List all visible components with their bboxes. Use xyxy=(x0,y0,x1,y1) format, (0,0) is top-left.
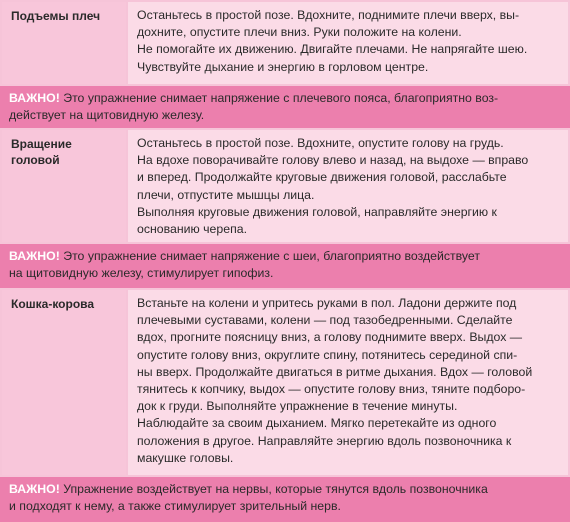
exercise-name xyxy=(2,130,126,242)
description-line: опустите голову вниз, округлите спину, потянитесь серединой спи- xyxy=(137,347,518,362)
exercise-row-head-rotation xyxy=(0,128,570,244)
important-label: ВАЖНО! xyxy=(9,91,60,105)
important-note xyxy=(0,86,570,128)
description-line: На вдохе поворачивайте голову влево и назад, на выдохе — вправо xyxy=(137,153,529,168)
description-line: и вперед. Продолжайте круговые движения головой, расслабьте xyxy=(137,170,507,185)
description-line: Чувствуйте дыхание и энергию в горловом центре. xyxy=(137,59,429,74)
important-text: действует на щитовидную железу. xyxy=(9,108,205,123)
description-line: док к груди. Выполняйте упражнение в течение минуты. xyxy=(137,399,458,414)
important-text: Упражнение воздействует на нервы, которые тянутся вдоль позвоночника xyxy=(59,482,488,496)
exercise-description xyxy=(128,2,568,84)
description-line: Встаньте на колени и упритесь руками в пол. Ладони держите под xyxy=(137,296,517,310)
description-line: вдох, прогните поясницу вниз, а голову поднимите вверх. Выдох — xyxy=(137,330,523,345)
description-line: Не помогайте их движению. Двигайте плечами. Не напрягайте шею. xyxy=(137,42,528,57)
important-text: на щитовидную железу, стимулирует гипофиз. xyxy=(9,266,274,281)
exercise-name: Кошка-корова xyxy=(2,290,126,475)
exercise-row-shoulder-raises xyxy=(0,0,570,86)
description-line: Выполняя круговые движения головой, направляйте энергию к xyxy=(137,204,497,219)
exercise-name-line: Вращение xyxy=(11,137,72,151)
exercise-description xyxy=(128,290,568,475)
description-line: положения в другое. Направляйте энергию вдоль позвоночника к xyxy=(137,433,512,448)
important-text: Это упражнение снимает напряжение с плечевого пояса, благоприятно воз- xyxy=(59,91,499,105)
exercise-name: Подъемы плеч xyxy=(2,2,126,84)
description-line: Останьтесь в простой позе. Вдохните, поднимите плечи вверх, вы- xyxy=(137,8,520,22)
description-line: плечевыми суставами, колени — под тазобедренными. Сделайте xyxy=(137,313,513,328)
important-label: ВАЖНО! xyxy=(9,482,60,496)
important-note xyxy=(0,244,570,288)
description-line: Останьтесь в простой позе. Вдохните, опустите голову на грудь. xyxy=(137,136,504,150)
exercise-row-cat-cow xyxy=(0,288,570,477)
important-text: и подходят к нему, а также стимулирует зрительный нерв. xyxy=(9,499,341,514)
description-line: основанию черепа. xyxy=(137,222,247,237)
description-line: плечи, отпустите мышцы лица. xyxy=(137,187,315,202)
exercise-description xyxy=(128,130,568,242)
important-text: Это упражнение снимает напряжение с шеи, благоприятно воздействует xyxy=(59,249,480,263)
important-label: ВАЖНО! xyxy=(9,249,60,263)
exercise-name-line: головой xyxy=(11,153,60,167)
description-line: Наблюдайте за своим дыханием. Мягко перетекайте из одного xyxy=(137,416,497,431)
description-line: дохните, опустите плечи вниз. Руки положите на колени. xyxy=(137,25,462,40)
description-line: ны вверх. Продолжайте двигаться в ритме дыхания. Вдох — головой xyxy=(137,364,533,379)
description-line: макушке головы. xyxy=(137,450,234,465)
important-note xyxy=(0,477,570,522)
description-line: тянитесь к копчику, выдох — опустите голову вниз, тяните подборо- xyxy=(137,382,526,397)
